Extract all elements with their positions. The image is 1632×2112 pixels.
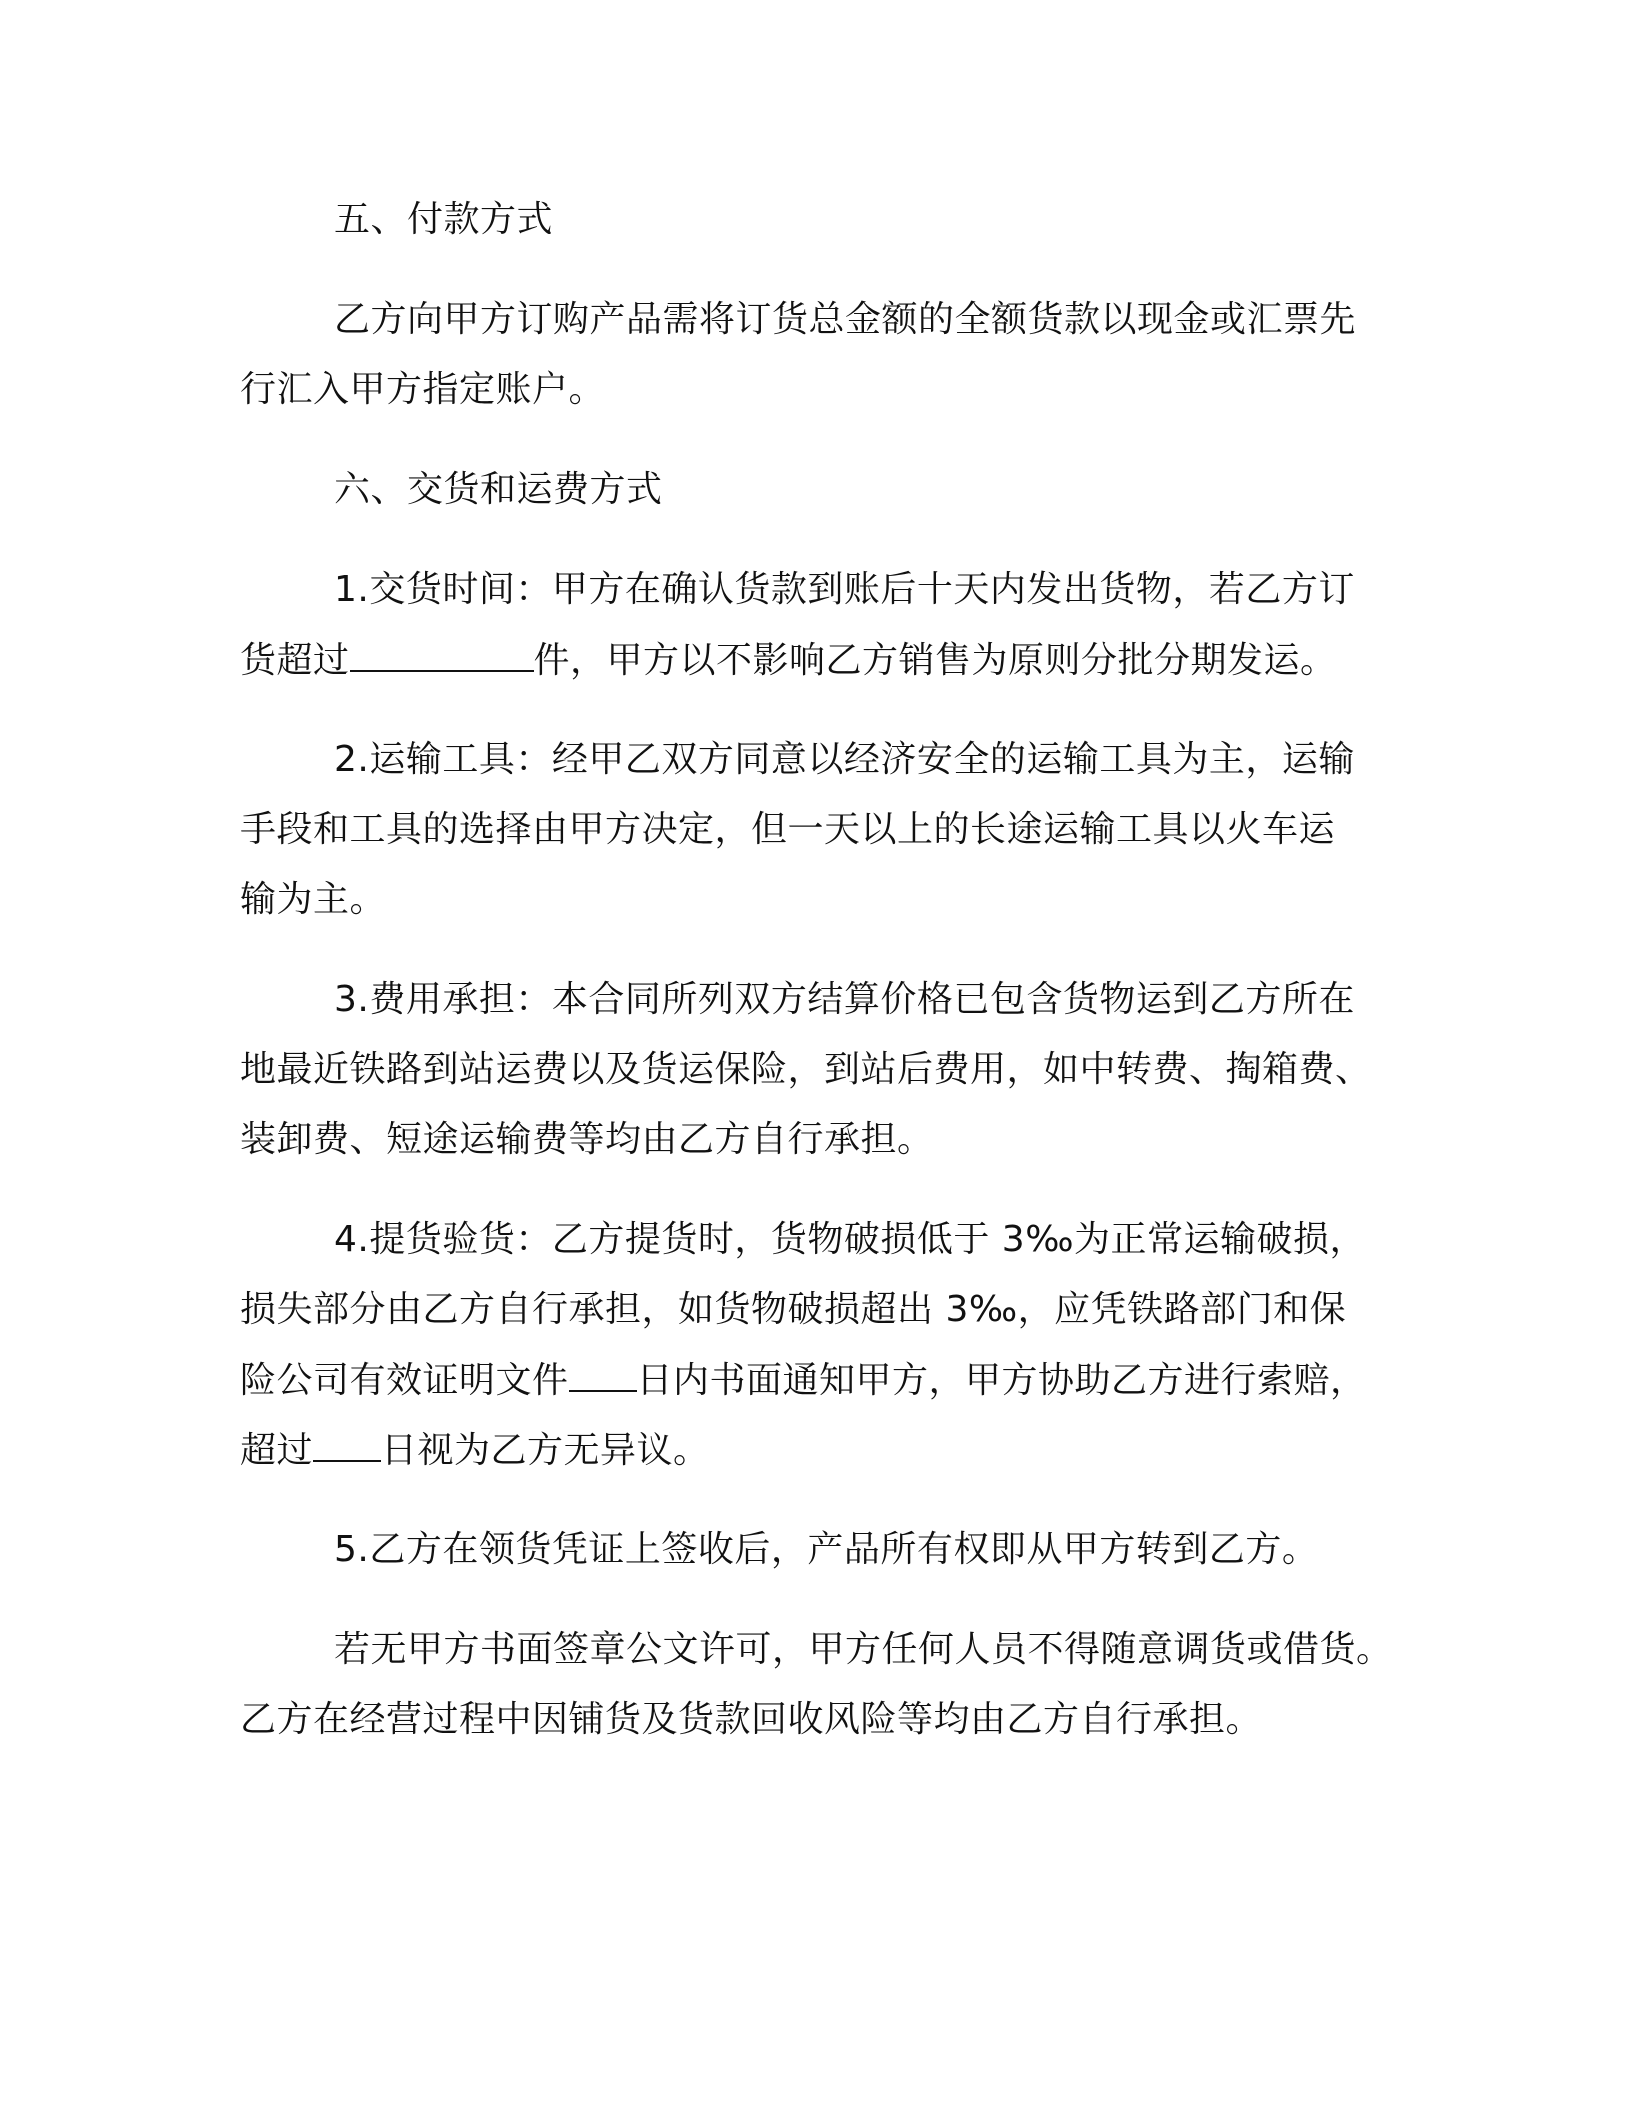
item4-text-before-blank-2: 超过 [240,1430,314,1471]
payment-paragraph-line-1: 乙方向甲方订购产品需将订货总金额的全额货款以现金或汇票先 [334,299,1357,340]
item4-line-4 [240,1426,710,1475]
item4-text-after-blank-2: 日视为乙方无异议。 [381,1430,710,1471]
days-blank-2 [313,1426,381,1462]
item4-line-2: 损失部分由乙方自行承担，如货物破损超出 3‰，应凭铁路部门和保 [240,1289,1347,1330]
item4-text-after-blank: 日内书面通知甲方，甲方协助乙方进行索赔， [636,1360,1367,1401]
days-blank [569,1356,637,1392]
item5-line: 5.乙方在领货凭证上签收后，产品所有权即从甲方转到乙方。 [334,1529,1319,1570]
item2-line-3: 输为主。 [240,879,387,920]
quantity-blank [350,636,534,672]
item3-line-2: 地最近铁路到站运费以及货运保险，到站后费用，如中转费、掏箱费、 [240,1049,1372,1090]
section-heading-delivery: 六、交货和运费方式 [334,469,663,510]
item1-line-2 [240,636,1337,685]
item3-line-1: 3.费用承担：本合同所列双方结算价格已包含货物运到乙方所在 [334,979,1355,1020]
item1-line-1: 1.交货时间：甲方在确认货款到账后十天内发出货物，若乙方订 [334,569,1355,610]
item4-line-3 [240,1356,1367,1405]
item1-text-after-blank: 件，甲方以不影响乙方销售为原则分批分期发运。 [533,640,1337,681]
section-heading-payment: 五、付款方式 [334,199,554,240]
item4-text-before-blank: 险公司有效证明文件 [240,1360,569,1401]
item4-line-1: 4.提货验货：乙方提货时，货物破损低于 3‰为正常运输破损， [334,1219,1367,1260]
closing-line-1: 若无甲方书面签章公文许可，甲方任何人员不得随意调货或借货。 [334,1629,1393,1670]
item2-line-1: 2.运输工具：经甲乙双方同意以经济安全的运输工具为主，运输 [334,739,1355,780]
item3-line-3: 装卸费、短途运输费等均由乙方自行承担。 [240,1119,934,1160]
closing-line-2: 乙方在经营过程中因铺货及货款回收风险等均由乙方自行承担。 [240,1699,1263,1740]
item1-text-before-blank: 货超过 [240,640,350,681]
item2-line-2: 手段和工具的选择由甲方决定，但一天以上的长途运输工具以火车运 [240,809,1336,850]
payment-paragraph-line-2: 行汇入甲方指定账户。 [240,369,606,410]
